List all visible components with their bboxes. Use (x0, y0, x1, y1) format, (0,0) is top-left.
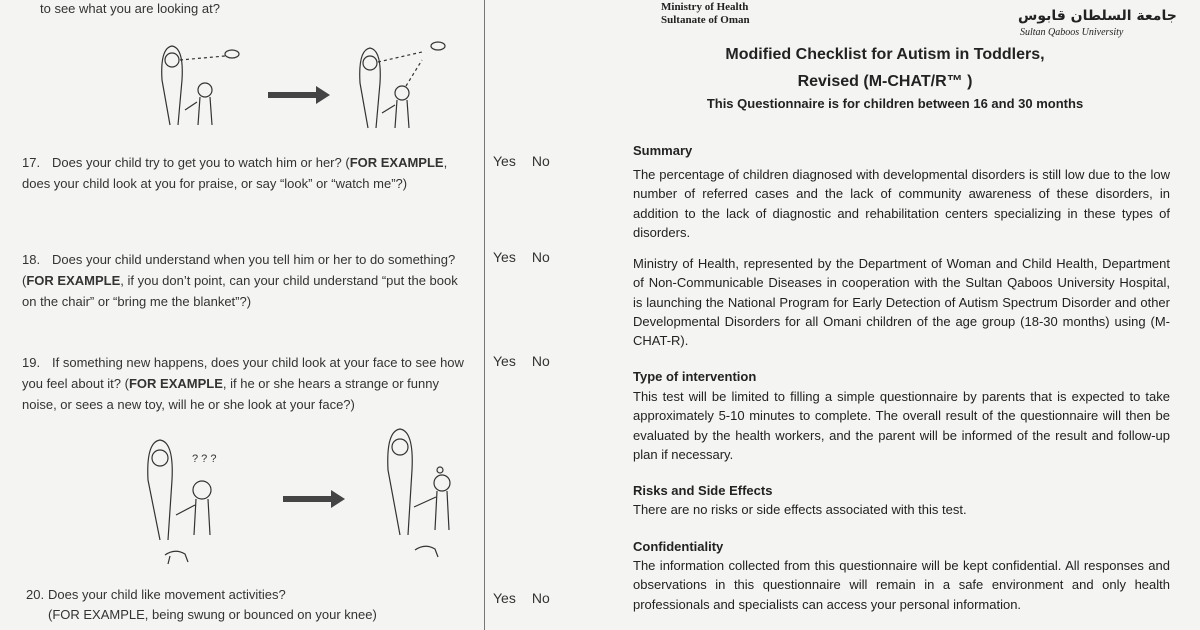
answer-options-18 (493, 249, 566, 265)
no-option[interactable]: No (531, 353, 550, 369)
yes-option[interactable]: Yes (493, 153, 516, 169)
question-text: Does your child try to get you to watch him or her? ( (52, 155, 350, 170)
no-option[interactable]: No (531, 590, 550, 606)
sultanate-name: Sultanate of Oman (661, 14, 750, 26)
question-text: , does your child look at you for praise, or say “look” or “watch me”?) (22, 155, 448, 191)
question-text: , if you don’t point, can your child understand “put the book on the chair” or “bring me the blanket”?) (22, 273, 458, 309)
question-number: 19. (22, 355, 41, 370)
example-label: FOR EXAMPLE (128, 376, 223, 391)
summary-paragraph-1: The percentage of children diagnosed with developmental disorders is still low due to the low number of referred cases and the lack of community awareness of these disorders, in addition to the lack of diagnostic and rehabilitation centers specializing in these types of disorders. (633, 167, 1170, 240)
question-text: Does your child understand when you tell him or her to do something? ( (22, 252, 456, 288)
question-text: If something new happens, does your child look at your face to see how you feel about it? ( (22, 355, 464, 391)
ministry-name: Ministry of Health (661, 1, 749, 13)
page-divider (484, 0, 485, 630)
illustration-questioning-child (140, 430, 250, 570)
example-label: FOR EXAMPLE (349, 155, 444, 170)
arrow-icon (283, 490, 345, 508)
no-option[interactable]: No (531, 249, 550, 265)
risks-paragraph: There are no risks or side effects associated with this test. (633, 502, 967, 517)
university-arabic-name: جامعة السلطان قابوس (1018, 8, 1177, 24)
section-heading-confidentiality: Confidentiality (633, 539, 724, 554)
question-text: Does your child like movement activities? (48, 587, 286, 602)
document-title-line2: Revised (M-CHAT/R™ ) (797, 73, 973, 90)
question-number: 18. (22, 252, 41, 267)
university-name: Sultan Qaboos University (1020, 27, 1124, 38)
illustration-looking-at-face (380, 425, 470, 570)
section-heading-intervention: Type of intervention (633, 369, 757, 384)
answer-options-17 (493, 153, 566, 169)
answer-options-19 (493, 353, 566, 369)
intervention-paragraph: This test will be limited to filling a simple questionnaire by parents that is expected to take approximately 5-10 minutes to complete. The overall result of the questionnaire will then be evaluated by the health workers, and the parent will be informed of the result and follow-up plan if necessary. (633, 389, 1170, 462)
yes-option[interactable]: Yes (493, 249, 516, 265)
document-subtitle: This Questionnaire is for children between 16 and 30 months (706, 96, 1084, 111)
answer-options-20 (493, 590, 566, 606)
question-number: 20. (26, 587, 45, 602)
confidentiality-paragraph: The information collected from this questionnaire will be kept confidential. All responses and observations in this questionnaire will remain in a safe environment and only health professionals and specialists can access your personal information. (633, 558, 1170, 612)
arrow-icon (268, 86, 330, 104)
question-number: 17. (22, 155, 41, 170)
question-20 (26, 585, 471, 625)
section-heading-summary: Summary (633, 143, 693, 158)
yes-option[interactable]: Yes (493, 353, 516, 369)
illustration-pointing-before (150, 40, 260, 125)
question-17 (22, 152, 467, 194)
question-16-tail: to see what you are looking at? (40, 1, 220, 16)
yes-option[interactable]: Yes (493, 590, 516, 606)
question-18 (22, 249, 467, 312)
document-title: Modified Checklist for Autism in Toddlers, (725, 46, 1045, 63)
question-19 (22, 352, 467, 415)
section-heading-risks: Risks and Side Effects (633, 483, 773, 498)
question-text: (FOR EXAMPLE, being swung or bounced on your knee) (48, 607, 377, 622)
question-marks: ? ? ? (192, 453, 217, 465)
example-label: FOR EXAMPLE (26, 273, 121, 288)
question-text: , if he or she hears a strange or funny noise, or sees a new toy, will he or she look at your face?) (22, 376, 439, 412)
illustration-pointing-after (350, 38, 460, 128)
summary-paragraph-2: Ministry of Health, represented by the Department of Woman and Child Health, Department of Non-Communicable Diseases in cooperation with the Sultan Qaboos University Hospital, is launching the National Program for Early Detection of Autism Spectrum Disorder and other Developmental Disorders for all Omani children of the age group (18-30 months) using (M-CHAT-R). (633, 256, 1170, 349)
no-option[interactable]: No (531, 153, 550, 169)
